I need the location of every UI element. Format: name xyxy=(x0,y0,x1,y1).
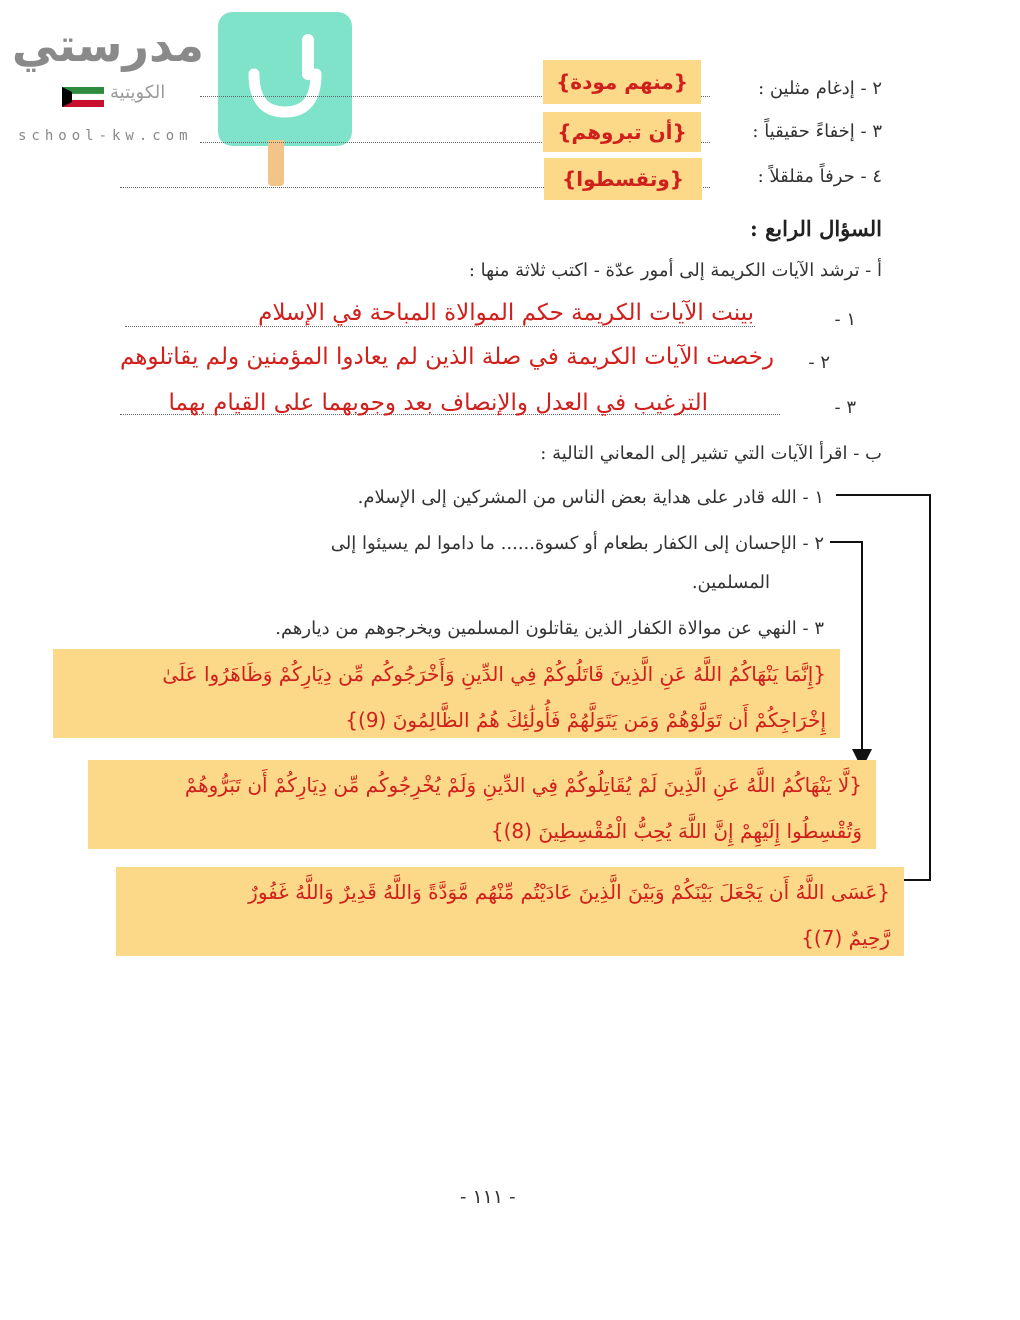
meaning-item: ٢ - الإحسان إلى الكفار بطعام أو كسوة...... ما داموا لم يسيئوا إلى xyxy=(330,533,824,554)
answer-text: بينت الآيات الكريمة حكم الموالاة المباحة في الإسلام xyxy=(258,300,754,326)
verse-line: رَّحِيمٌ (7)} xyxy=(801,926,890,950)
logo-name: مدرستي xyxy=(11,18,204,72)
item-label: ٤ - حرفاً مقلقلاً : xyxy=(757,166,882,187)
answer-number: ٣ - xyxy=(834,397,856,418)
verse-line: {لَّا يَنْهَاكُمُ اللَّهُ عَنِ الَّذِينَ لَمْ يُقَاتِلُوكُمْ فِي الدِّينِ وَلَمْ يُخْرِجُوكُم مِّن دِيَارِكُمْ أَن تَبَرُّوهُمْ xyxy=(184,773,862,797)
part-b-prompt: ب - اقرأ الآيات التي تشير إلى المعاني التالية : xyxy=(540,443,882,464)
item-label: ٣ - إخفاءً حقيقياً : xyxy=(752,121,882,142)
verse-line: إِخْرَاجِكُمْ أَن تَوَلَّوْهُمْ وَمَن يَتَوَلَّهُمْ فَأُولَٰئِكَ هُمُ الظَّالِمُونَ (9)} xyxy=(345,708,826,732)
item-label: ٢ - إدغام مثلين : xyxy=(758,78,882,99)
answer-number: ١ - xyxy=(834,309,856,330)
answer-number: ٢ - xyxy=(808,352,830,373)
meaning-item-cont: المسلمين. xyxy=(691,572,770,593)
answer-box: {وتقسطوا} xyxy=(544,158,702,200)
answer-text: رخصت الآيات الكريمة في صلة الذين لم يعادوا المؤمنين ولم يقاتلوهم xyxy=(119,344,774,370)
answer-text: الترغيب في العدل والإنصاف بعد وجوبهما على القيام بهما xyxy=(168,390,708,416)
answer-box: {أن تبروهم} xyxy=(543,112,701,152)
answer-box: {منهم مودة} xyxy=(543,60,701,104)
question-heading: السؤال الرابع : xyxy=(750,216,882,241)
verse-line: وَتُقْسِطُوا إِلَيْهِمْ إِنَّ اللَّهَ يُحِبُّ الْمُقْسِطِينَ (8)} xyxy=(490,819,862,843)
meaning-item: ١ - الله قادر على هداية بعض الناس من المشركين إلى الإسلام. xyxy=(357,487,824,508)
logo-domain: school-kw.com xyxy=(18,128,193,144)
verse-line: {إِنَّمَا يَنْهَاكُمُ اللَّهُ عَنِ الَّذِينَ قَاتَلُوكُمْ فِي الدِّينِ وَأَخْرَجُوكُم مِّن دِيَارِكُمْ وَظَاهَرُوا عَلَىٰ xyxy=(162,662,826,686)
page-number: - ١١١ - xyxy=(460,1186,516,1208)
verse-box xyxy=(88,760,876,849)
logo-subtitle: الكويتية xyxy=(110,82,166,103)
verse-box xyxy=(116,867,904,956)
part-a-prompt: أ - ترشد الآيات الكريمة إلى أمور عدّة - اكتب ثلاثة منها : xyxy=(468,260,882,281)
meaning-item: ٣ - النهي عن موالاة الكفار الذين يقاتلون المسلمين ويخرجوهم من ديارهم. xyxy=(275,618,824,639)
verse-line: {عَسَى اللَّهُ أَن يَجْعَلَ بَيْنَكُمْ وَبَيْنَ الَّذِينَ عَادَيْتُم مِّنْهُم مَّوَدَّةً وَاللَّهُ قَدِيرٌ وَاللَّهُ غَفُورٌ xyxy=(248,880,890,904)
verse-box xyxy=(53,649,840,738)
